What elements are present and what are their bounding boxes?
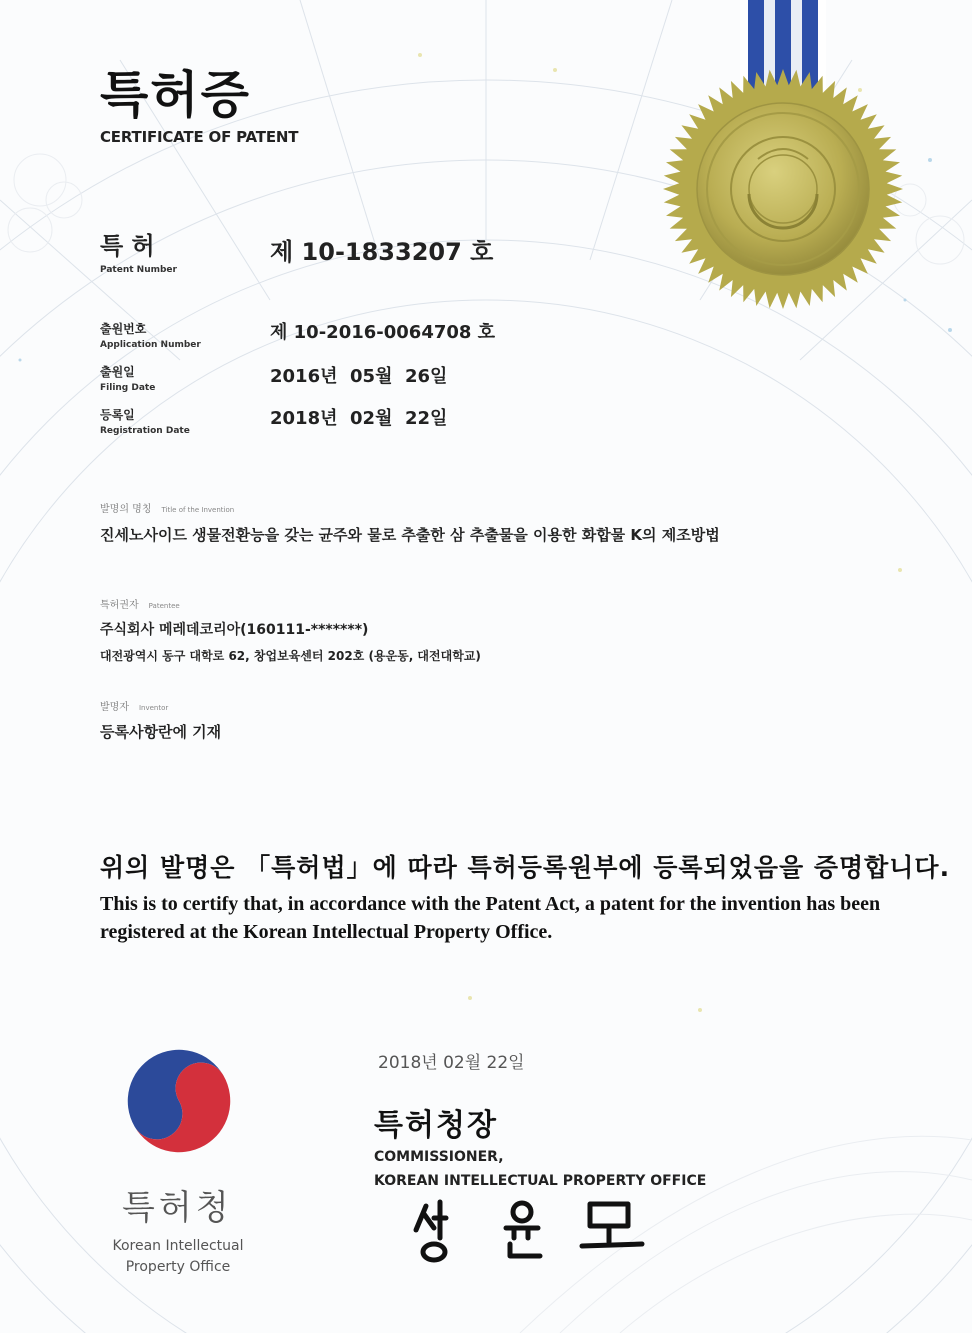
kipo-name: 특허청 [122, 1188, 233, 1228]
certification-statement: 위의 발명은 「특허법」에 따라 특허등록원부에 등록되었음을 증명합니다. [100, 853, 951, 882]
inventor-label [100, 698, 168, 713]
inventor-label-en: Inventor [138, 704, 169, 712]
filing-date-label: 출원일 [100, 365, 135, 379]
patentee-name: 주식회사 메레데코리아(160111-*******) [100, 622, 369, 638]
commissioner-title: 특허청장 [374, 1108, 498, 1143]
patent-label: 특 허 [100, 232, 155, 260]
inventor-label-ko: 발명자 [100, 702, 129, 713]
application-number: 제 10-2016-0064708 호 [270, 322, 496, 343]
gold-seal-icon [658, 64, 908, 314]
invention-title: 진세노사이드 생물전환능을 갖는 균주와 물로 추출한 삼 추출물을 이용한 화합물 K의 제조방법 [100, 526, 720, 544]
commissioner-title-en-line1: COMMISSIONER, [374, 1149, 504, 1165]
patentee-label-en: Patentee [148, 602, 180, 610]
patentee-label-ko: 특허권자 [100, 600, 139, 611]
certificate-title-en: CERTIFICATE OF PATENT [100, 128, 299, 146]
filing-date: 2016년 05월 26일 [270, 366, 448, 387]
certificate-title: 특허증 [100, 66, 251, 124]
certification-statement-en: This is to certify that, in accordance with the Patent Act, a patent for the invention has been registered at the Korean Intellectual Property Office. [100, 893, 881, 943]
filing-date-label-en: Filing Date [100, 383, 156, 393]
inventor-text: 등록사항란에 기재 [100, 723, 222, 741]
patentee-label [100, 596, 180, 611]
signature-date: 2018년 02월 22일 [378, 1053, 525, 1073]
kipo-name-en-line1: Korean Intellectual [112, 1238, 244, 1254]
registration-date-label: 등록일 [100, 408, 135, 422]
kipo-name-en [90, 1236, 266, 1278]
patentee-address: 대전광역시 동구 대학로 62, 창업보육센터 202호 (용운동, 대전대학교) [100, 649, 481, 663]
patent-label-en: Patent Number [100, 265, 177, 275]
registration-date-label-en: Registration Date [100, 426, 190, 436]
application-number-label: 출원번호 [100, 322, 147, 336]
invention-title-label [100, 500, 234, 515]
registration-date: 2018년 02월 22일 [270, 408, 448, 429]
invention-title-label-ko: 발명의 명칭 [100, 504, 152, 515]
patent-number: 제 10-1833207 호 [270, 238, 494, 266]
kipo-logo-icon [118, 1040, 240, 1162]
handwritten-signature [410, 1196, 660, 1266]
invention-title-label-en: Title of the Invention [161, 506, 235, 514]
application-number-label-en: Application Number [100, 340, 201, 350]
commissioner-title-en [374, 1145, 706, 1193]
commissioner-title-en-line2: KOREAN INTELLECTUAL PROPERTY OFFICE [374, 1173, 707, 1189]
kipo-name-en-line2: Property Office [125, 1259, 231, 1275]
